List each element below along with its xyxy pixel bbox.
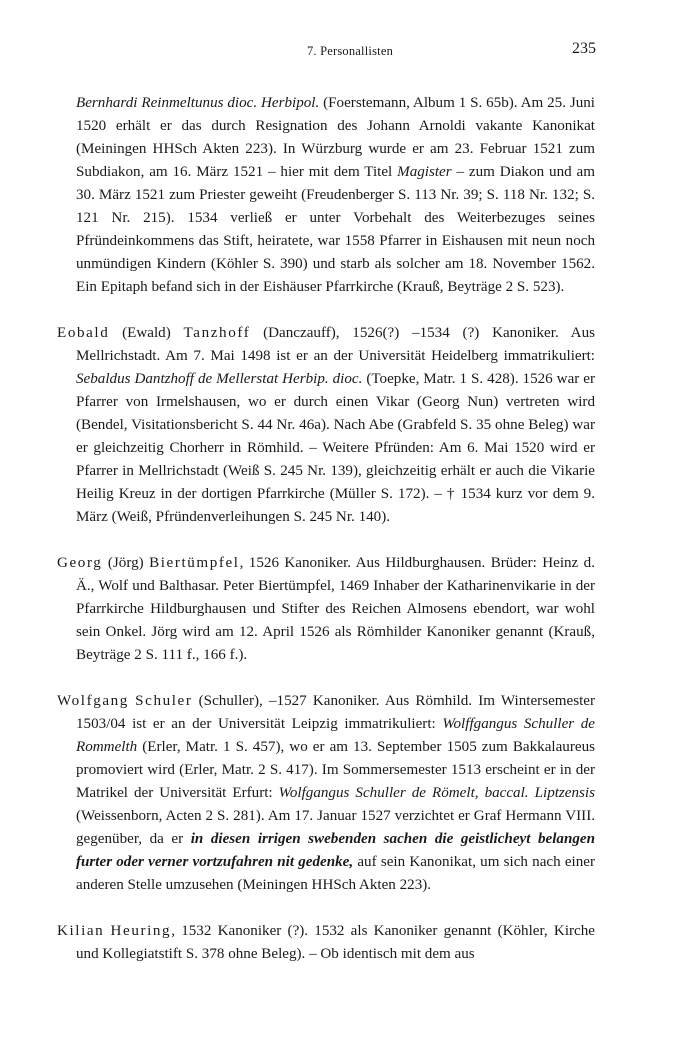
page-number: 235: [572, 40, 596, 57]
text-run: (Erler, Matr. 1 S. 457), wo er am 13. September 1505 zum Bakkalaureus promoviert wird (Erler, Matr. 2 S. 417). Im Sommersemester 1513 erscheint er in der Matrikel der Universität Erfurt:: [76, 739, 595, 801]
body-text: [57, 92, 595, 989]
source-quote: in diesen irrigen swebenden sachen die geistlicheyt belangen furter oder verner vortzufahren nit gedenke,: [76, 831, 595, 870]
person-name: Wolfgang: [57, 693, 129, 709]
running-header: 7. Personallisten: [306, 44, 394, 58]
entry-kilian-heuring: [57, 920, 595, 966]
entry-wolfgang-schuler: [57, 690, 595, 897]
italic-quote: Wolffgangus Schuller de Rommelth: [76, 716, 595, 755]
text-run: (Foerstemann, Album 1 S. 65b). Am 25. Juni 1520 erhält er das durch Resignation des Johann Arnoldi vakante Kanonikat (Meiningen HHSch Akten 223). In Würzburg wurde er am 23. Februar 1521 zum Subdiakon, am 16. März 1521 – hier mit dem Titel: [76, 95, 595, 180]
text-run: , 1532 Kanoniker (?). 1532 als Kanoniker genannt (Köhler, Kirche und Kollegiatstift S. 378 ohne Beleg). – Ob identisch mit dem aus: [76, 923, 595, 962]
italic-quote: Magister: [397, 164, 452, 180]
text-run: (Weissenborn, Acten 2 S. 281). Am 17. Januar 1527 verzichtet er Graf Hermann VIII. gegenüber, da er: [76, 808, 595, 847]
italic-quote: Wolfgangus Schuller de Römelt, baccal. Liptzensis: [278, 785, 595, 801]
person-name: Eobald: [57, 325, 110, 341]
text-run: – zum Diakon und am 30. März 1521 zum Priester geweiht (Freudenberger S. 113 Nr. 39; S. 118 Nr. 132; S. 121 Nr. 215). 1534 verließ er unter Vorbehalt des Weiterbezuges seines Pfründeinkommens das Stift, heiratete, war 1558 Pfarrer in Eishausen mit neun noch unmündigen Kindern (Köhler S. 390) und starb als solcher am 18. November 1562. Ein Epitaph befand sich in der Eishäuser Pfarrkirche (Krauß, Beyträge 2 S. 523).: [76, 164, 595, 295]
italic-quote: Bernhardi Reinmeltunus dioc. Herbipol.: [76, 95, 320, 111]
person-name: Biertümpfel: [149, 555, 240, 571]
person-name: Georg: [57, 555, 103, 571]
person-name: Heuring: [110, 923, 172, 939]
person-name: Schuler: [135, 693, 193, 709]
text-run: , 1526 Kanoniker. Aus Hildburghausen. Brüder: Heinz d. Ä., Wolf und Balthasar. Peter Biertümpfel, 1469 Inhaber der Katharinenvikarie in der Pfarrkirche Hildburghausen und Stifter des Reichen Almosens ebendort, war wohl sein Onkel. Jörg wird am 12. April 1526 als Römhilder Kanoniker genannt (Krauß, Beyträge 2 S. 111 f., 166 f.).: [76, 555, 595, 663]
person-name: Kilian: [57, 923, 105, 939]
entry-eobald-tanzhoff: [57, 322, 595, 529]
entry-bernhard-continuation: [57, 92, 595, 299]
text-run: (Schuller), –1527 Kanoniker. Aus Römhild. Im Wintersemester 1503/04 ist er an der Universität Leipzig immatrikuliert:: [76, 693, 596, 732]
entry-georg-biertuempfel: [57, 552, 595, 667]
text-run: (Toepke, Matr. 1 S. 428). 1526 war er Pfarrer von Irmelshausen, wo er durch einen Vikar (Georg Nun) vertreten wird (Bendel, Visitationsbericht S. 44 Nr. 46a). Nach Abe (Grabfeld S. 35 ohne Beleg) war er gleichzeitig Chorherr in Römhild. – Weitere Pfründen: Am 6. Mai 1520 wird er Pfarrer in Mellrichstadt (Weiß S. 245 Nr. 139), gleichzeitig erhält er auch die Vikarie Heilig Kreuz in der dortigen Pfarrkirche (Müller S. 172). – † 1534 kurz vor dem 9. März (Weiß, Pfründenverleihungen S. 245 Nr. 140).: [76, 371, 595, 525]
person-name: Tanzhoff: [183, 325, 251, 341]
text-run: auf sein Kanonikat, um sich nach einer anderen Stelle umzusehen (Meiningen HHSch Akten 223).: [76, 854, 596, 893]
text-run: (Ewald): [109, 325, 184, 341]
italic-quote: Sebaldus Dantzhoff de Mellerstat Herbip. dioc.: [76, 371, 363, 387]
text-run: (Danczauff), 1526(?) –1534 (?) Kanoniker. Aus Mellrichstadt. Am 7. Mai 1498 ist er an der Universität Heidelberg immatrikuliert:: [76, 325, 595, 364]
text-run: (Jörg): [102, 555, 150, 571]
